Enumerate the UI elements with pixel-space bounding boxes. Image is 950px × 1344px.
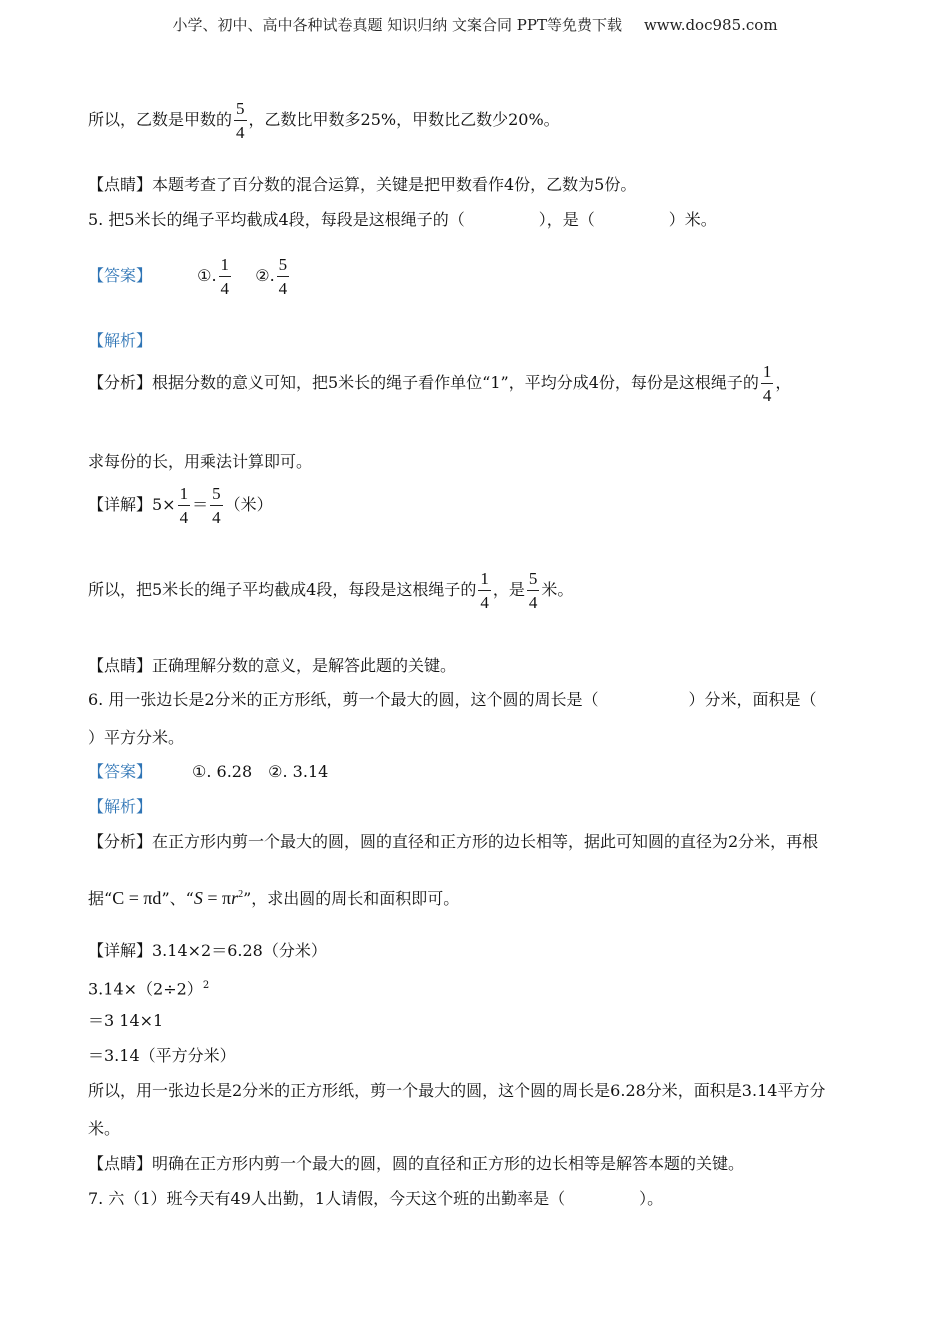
q5-question: 5. 把5米长的绳子平均截成4段，每段是这根绳子的（ ），是（ ）米。 xyxy=(88,210,717,229)
fraction: $\frac{5}{4}$ xyxy=(278,255,288,298)
formula-circumference: C = πd xyxy=(112,888,162,908)
q6-conclusion-cont: 米。 xyxy=(88,1119,121,1138)
answer-label: 【答案】 xyxy=(88,762,153,781)
fraction: $\frac{5}{4}$ xyxy=(212,484,221,527)
q6-point: 【点睛】明确在正方形内剪一个最大的圆，圆的直径和正方形的边长相等是解答本题的关键。 xyxy=(88,1154,745,1173)
page-header xyxy=(0,14,950,35)
fraction: $\frac{1}{4}$ xyxy=(179,484,189,527)
q5-point: 【点睛】正确理解分数的意义，是解答此题的关键。 xyxy=(88,656,457,675)
prev-conclusion: 所以，乙数是甲数的 $\frac{5}{4}$ ，乙数比甲数多25%，甲数比乙数少20%。 xyxy=(88,99,560,142)
fraction: $\frac{5}{4}$ xyxy=(528,569,538,612)
formula-area: $S = \pi r^2$ xyxy=(193,888,244,908)
q6-analysis-label: 【解析】 xyxy=(88,797,153,816)
q6-detail-3: ＝3 14×1 xyxy=(88,1011,164,1030)
header-url[interactable]: www.doc985.com xyxy=(643,16,778,34)
fraction: $\frac{1}{4}$ xyxy=(220,255,230,298)
q6-fenxi: 【分析】在正方形内剪一个最大的圆，圆的直径和正方形的边长相等，据此可知圆的直径为2分米，再根 xyxy=(88,832,819,851)
q6-detail-4: ＝3.14（平方分米） xyxy=(88,1046,236,1065)
q5-fenxi-cont: 求每份的长，用乘法计算即可。 xyxy=(88,452,313,471)
q6-answer: 【答案】 ①. 6.28 ②. 3.14 xyxy=(88,762,329,781)
q5-detail: 【详解】5× $\frac{1}{4}$ ＝ $\frac{5}{4}$ （米） xyxy=(88,484,273,527)
q6-detail-2: $3.14\times(2\div 2)^2$ xyxy=(88,979,210,999)
prev-point: 【点睛】本题考查了百分数的混合运算，关键是把甲数看作4份，乙数为5份。 xyxy=(88,175,637,194)
q6-question-cont: ）平方分米。 xyxy=(88,728,185,747)
q6-detail-1: 【详解】3.14×2＝6.28（分米） xyxy=(88,941,327,960)
q5-conclusion: 所以，把5米长的绳子平均截成4段，每段是这根绳子的 $\frac{1}{4}$ ，是 $\frac{5}{4}$ 米。 xyxy=(88,569,574,612)
answer-label: 【答案】 xyxy=(88,266,153,285)
q5-answer: 【答案】 ①. $\frac{1}{4}$ ②. $\frac{5}{4}$ xyxy=(88,255,288,298)
fraction: $\frac{1}{4}$ xyxy=(762,362,772,405)
q6-question: 6. 用一张边长是2分米的正方形纸，剪一个最大的圆，这个圆的周长是（ ）分米，面积是（ xyxy=(88,690,817,709)
q6-fenxi-cont: 据“C = πd”、“$S = \pi r^2$”，求出圆的周长和面积即可。 xyxy=(88,888,460,908)
fraction: $\frac{1}{4}$ xyxy=(480,569,489,612)
header-title: 小学、初中、高中各种试卷真题 知识归纳 文案合同 PPT等免费下载 xyxy=(172,16,622,34)
q7-question: 7. 六（1）班今天有49人出勤，1人请假，今天这个班的出勤率是（ ）。 xyxy=(88,1189,664,1208)
q5-analysis-label: 【解析】 xyxy=(88,331,153,350)
fraction: $\frac{5}{4}$ xyxy=(236,99,245,142)
q5-fenxi: 【分析】根据分数的意义可知，把5米长的绳子看作单位“1”，平均分成4份，每份是这根绳子的 $\frac{1}{4}$ ， xyxy=(88,362,792,405)
q6-conclusion: 所以，用一张边长是2分米的正方形纸，剪一个最大的圆，这个圆的周长是6.28分米，面积是3.14平方分 xyxy=(88,1081,826,1100)
